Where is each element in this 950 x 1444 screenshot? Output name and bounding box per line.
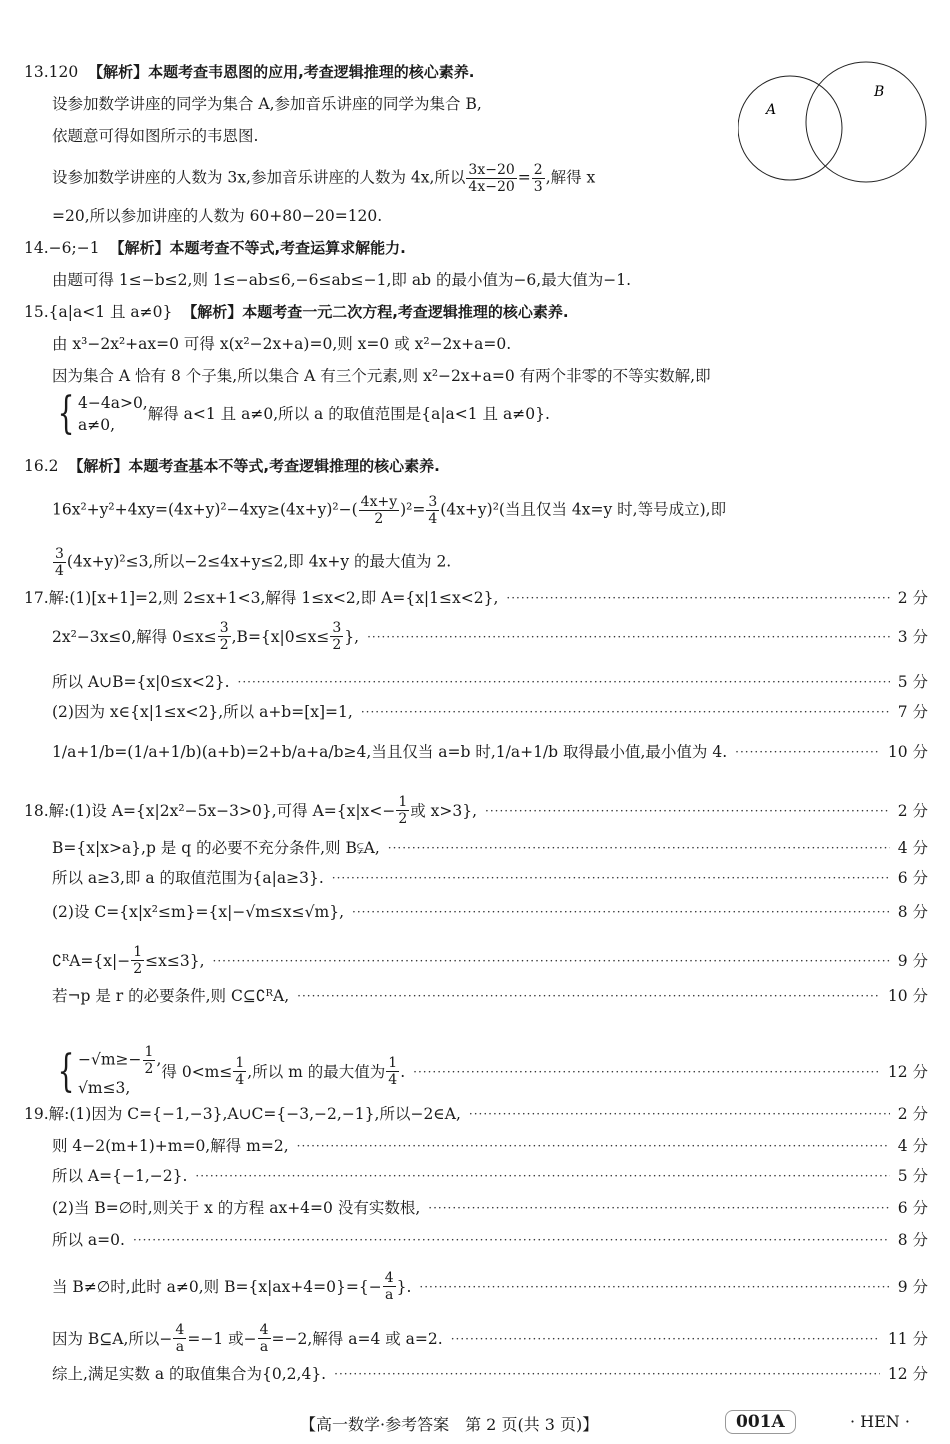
q19-step-8: 综上,满足实数 a 的取值集合为{0,2,4}. ····· 12 分	[52, 1364, 928, 1384]
q19-step-7: 因为 B⊆A,所以− $\frac{4}{a}$ =−1 或− $\frac{4}{a}$ =−2,解得 a=4 或 a=2. ····· 11 分	[52, 1322, 928, 1355]
q14-line1: 由题可得 1≤−b≤2,则 1≤−ab≤6,−6≤ab≤−1,即 ab 的最小值为−6,最大值为−1.	[52, 271, 631, 289]
q13-heading	[24, 62, 475, 82]
q18-system: { −√m≥− $\frac{1}{2}$ , √m≤3,	[57, 1044, 162, 1097]
q15-line2: 因为集合 A 恰有 8 个子集,所以集合 A 有三个元素,则 x²−2x+a=0 有两个非零的不等实数解,即	[52, 367, 711, 385]
q13-line3-text: 设参加数学讲座的人数为 3x,参加音乐讲座的人数为 4x,所以	[52, 168, 466, 187]
q13-analysis-label: 【解析】本题考查韦恩图的应用,考查逻辑推理的核心素养.	[88, 63, 475, 81]
q14-heading	[24, 238, 406, 258]
q18-step-3: 所以 a≥3,即 a 的取值范围为{a|a≥3}. ····· 6 分	[52, 868, 928, 888]
footer-code-badge: 001A	[725, 1410, 796, 1434]
q13-fraction-1: $\frac{3x-20}{4x-20}$	[468, 162, 515, 195]
q16-analysis-label: 【解析】本题考查基本不等式,考查逻辑推理的核心素养.	[68, 457, 440, 475]
leader-dots	[506, 588, 889, 608]
q14-analysis-label: 【解析】本题考查不等式,考查运算求解能力.	[109, 239, 406, 257]
q15-answer: 15.{a|a<1 且 a≠0}	[24, 303, 173, 321]
q13-line1: 设参加数学讲座的同学为集合 A,参加音乐讲座的同学为集合 B,	[52, 95, 482, 113]
q14-answer: 14.−6;−1	[24, 239, 100, 257]
venn-diagram	[738, 58, 948, 186]
q16-answer: 16.2	[24, 457, 59, 475]
q15-system: { 4−4a>0, a≠0,	[57, 388, 148, 439]
q18-step-5: ∁ᴿA={x|− $\frac{1}{2}$ ≤x≤3}, ····· 9 分	[52, 944, 928, 977]
q15-line3-text: 解得 a<1 且 a≠0,所以 a 的取值范围是{a|a<1 且 a≠0}.	[147, 405, 550, 423]
venn-label-a: A	[766, 102, 777, 118]
q18-step-1: 18.解:(1)设 A={x|2x²−5x−3>0},可得 A={x|x<− $\frac{1}{2}$ 或 x>3}, ····· 2 分	[24, 794, 928, 827]
q15-analysis-label: 【解析】本题考查一元二次方程,考查逻辑推理的核心素养.	[182, 303, 569, 321]
q13-line2: 依题意可得如图所示的韦恩图.	[52, 127, 259, 145]
q17-step-4: (2)因为 x∈{x|1≤x<2},所以 a+b=[x]=1, ····· 7 分	[52, 702, 928, 722]
q17-step-1: 17.解:(1)[x+1]=2,则 2≤x+1<3,解得 1≤x<2,即 A={x|1≤x<2}, ····· 2 分	[24, 588, 928, 608]
footer-tag: · HEN ·	[850, 1412, 910, 1431]
q19-step-1: 19.解:(1)因为 C={−1,−3},A∪C={−3,−2,−1},所以−2∈A, ····· 2 分	[24, 1104, 928, 1124]
venn-label-b: B	[874, 84, 885, 100]
page-footer	[0, 1408, 950, 1438]
q18-step-7: { −√m≥− $\frac{1}{2}$ , √m≤3, 得 0<m≤ $\frac{1}{4}$ ,所以 m 的最大值为 $\frac{1}{4}$ . ····· 12 分	[52, 1044, 928, 1099]
q15-line1: 由 x³−2x²+ax=0 可得 x(x²−2x+a)=0,则 x=0 或 x²−2x+a=0.	[52, 335, 512, 353]
q15-heading	[24, 302, 569, 322]
q18-step-6: 若¬p 是 r 的必要条件,则 C⊆∁ᴿA, ····· 10 分	[52, 986, 928, 1006]
q17-step-5: 1/a+1/b=(1/a+1/b)(a+b)=2+b/a+a/b≥4,当且仅当 a=b 时,1/a+1/b 取得最小值,最小值为 4. ····· 10 分	[52, 742, 928, 762]
q19-step-5: 所以 a=0. ····· 8 分	[52, 1230, 928, 1250]
q16-line1: 16x²+y²+4xy=(4x+y)²−4xy≥(4x+y)²−( $\frac{4x+y}{2}$ )²= $\frac{3}{4}$ (4x+y)²(当且仅当 4x=y 时,等号成立),即	[52, 494, 727, 527]
q13-line4: =20,所以参加讲座的人数为 60+80−20=120.	[52, 207, 383, 225]
q18-step-4: (2)设 C={x|x²≤m}={x|−√m≤x≤√m}, ····· 8 分	[52, 902, 928, 922]
footer-title: 【高一数学·参考答案 第 2 页(共 3 页)】	[300, 1415, 599, 1434]
q19-step-6: 当 B≠∅时,此时 a≠0,则 B={x|ax+4=0}={− $\frac{4}{a}$ }. ····· 9 分	[52, 1270, 928, 1303]
q19-step-2: 则 4−2(m+1)+m=0,解得 m=2, ····· 4 分	[52, 1136, 928, 1156]
q13-line3: 设参加数学讲座的人数为 3x,参加音乐讲座的人数为 4x,所以 $\frac{3x-20}{4x-20}$ = $\frac{2}{3}$ ,解得 x	[52, 162, 596, 195]
q17-step-2: 2x²−3x≤0,解得 0≤x≤ $\frac{3}{2}$ ,B={x|0≤x≤ $\frac{3}{2}$ }, ····· 3 分	[52, 620, 928, 653]
q18-step-2: B={x|x>a},p 是 q 的必要不充分条件,则 B⫋A, ····· 4 分	[52, 838, 928, 858]
q13-fraction-2: $\frac{2}{3}$	[533, 162, 543, 195]
score: 2 分	[897, 589, 928, 607]
q19-step-3: 所以 A={−1,−2}. ····· 5 分	[52, 1166, 928, 1186]
q17-step-3: 所以 A∪B={x|0≤x<2}. ····· 5 分	[52, 672, 928, 692]
q16-heading	[24, 456, 440, 476]
q16-line2: $\frac{3}{4}$ (4x+y)²≤3,所以−2≤4x+y≤2,即 4x+y 的最大值为 2.	[55, 546, 452, 579]
q19-step-4: (2)当 B=∅时,则关于 x 的方程 ax+4=0 没有实数根, ····· 6 分	[52, 1198, 928, 1218]
q13-answer: 13.120	[24, 63, 79, 81]
q15-line3	[52, 388, 550, 439]
